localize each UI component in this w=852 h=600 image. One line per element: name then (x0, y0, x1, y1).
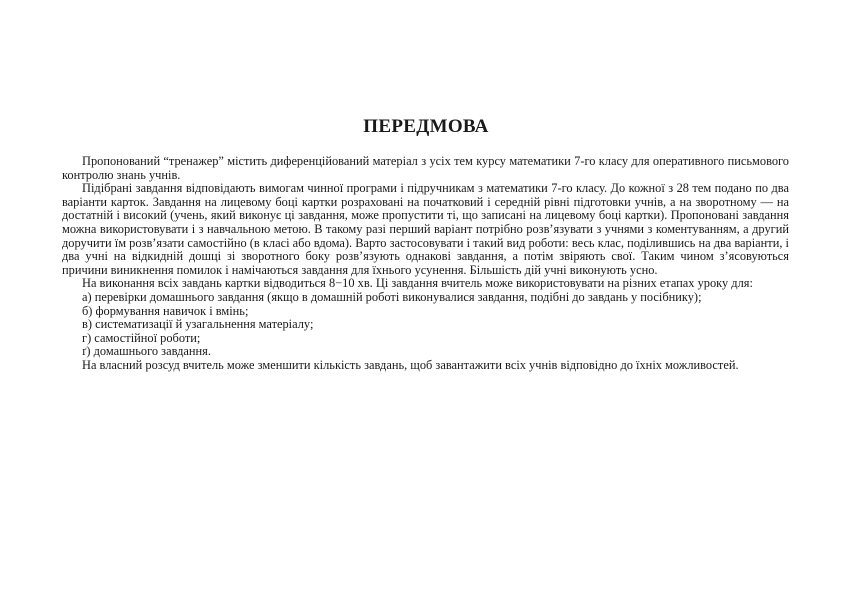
list-item-b: б) формування навичок і вмінь; (82, 303, 249, 318)
paragraph-intro: Пропонований “тренажер” містить диференційований матеріал з усіх тем курсу математики 7-го класу для оперативного письмового контролю знань учнів. (62, 154, 789, 182)
list-item-v: в) систематизації й узагальнення матеріалу; (82, 317, 314, 332)
page-title: ПЕРЕДМОВА (363, 116, 489, 137)
list-item-h: г) самостійної роботи; (82, 330, 201, 345)
paragraph-tasks: Підібрані завдання відповідають вимогам чинної програми і підручникам з математики 7-го класу. До кожної з 28 тем подано по два варіанти карток. Завдання на лицевому боці картки розраховані на початковий і середній рівні підготовки учнів, а на зворотному — на достатній і високий (учень, який виконує ці завдання, може пропустити ті, що записані на лицевому боці картки). Пропоновані завдання можна використовувати і з навчальною метою. В такому разі перший варіант потрібно розв’язувати з учнями з коментуванням, а другий доручити їм розв’язати самостійно (в класі або вдома). Варто застосовувати і такий вид роботи: весь клас, поділившись на два варіанти, і два учні на відкидній дошці зі зворотного боку розв’язують однакові завдання, а потім звіряють свої. Таким чином з’ясовуються причини виникнення помилок і намічаються завдання для їхнього усунення. Більшість дій учні виконують усно. (62, 181, 789, 277)
paragraph-closing: На власний розсуд вчитель може зменшити кількість завдань, щоб завантажити всіх учнів відповідно до їхніх можливостей. (82, 357, 739, 372)
paragraph-usage: На виконання всіх завдань картки відводиться 8−10 хв. Ці завдання вчитель може використовувати на різних етапах уроку для: (82, 276, 753, 291)
body-text (62, 155, 789, 373)
list-item-a: а) перевірки домашнього завдання (якщо в домашній роботі виконувалися завдання, подібні до завдань у посібнику); (82, 289, 702, 304)
list-item-g: ґ) домашнього завдання. (82, 344, 211, 359)
